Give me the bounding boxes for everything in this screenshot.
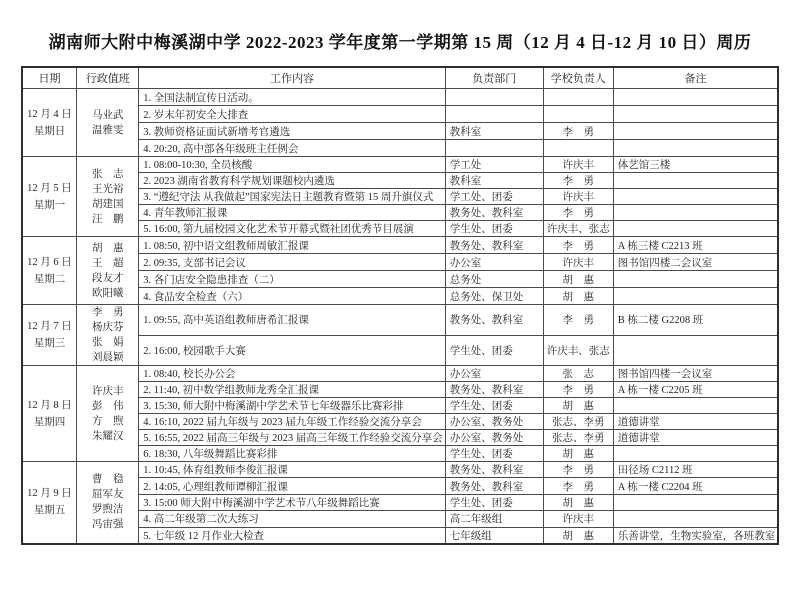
school-leader-cell: 张 志 bbox=[543, 366, 613, 382]
work-content-cell: 5. 16:55, 2022 届高三年级与 2023 届高三年级工作经验交流分享会 bbox=[139, 430, 446, 446]
col-header-school-leader: 学校负责人 bbox=[543, 67, 613, 89]
remarks-cell bbox=[613, 494, 778, 510]
department-cell: 学工处、团委 bbox=[445, 189, 543, 205]
table-row bbox=[22, 237, 779, 254]
date-cell bbox=[22, 157, 77, 237]
school-leader-cell bbox=[543, 89, 613, 106]
department-cell: 七年级组 bbox=[445, 527, 543, 544]
school-leader-cell bbox=[543, 106, 613, 123]
date-cell bbox=[22, 305, 77, 366]
work-content-cell: 1. 全国法制宣传日活动。 bbox=[139, 89, 446, 106]
work-content-cell: 5. 七年级 12 月作业大检查 bbox=[139, 527, 446, 544]
remarks-cell: 道德讲堂 bbox=[613, 414, 778, 430]
header-row bbox=[22, 67, 779, 89]
col-header-remarks: 备注 bbox=[613, 67, 778, 89]
weekly-schedule-table bbox=[21, 66, 780, 545]
remarks-cell: 图书馆四楼一会议室 bbox=[613, 366, 778, 382]
work-content-cell: 1. 10:45, 体育组教师李俊汇报课 bbox=[139, 462, 446, 478]
admin-name: 方 煦 bbox=[91, 415, 124, 427]
department-cell bbox=[445, 89, 543, 106]
date-cell bbox=[22, 237, 77, 305]
school-leader-cell: 许庆丰、张志 bbox=[543, 221, 613, 237]
department-cell bbox=[445, 140, 543, 157]
date-text: 12 月 9 日 bbox=[27, 488, 72, 500]
work-content-cell: 3. 15:30, 师大附中梅溪湖中学艺术节七年级器乐比赛彩排 bbox=[139, 398, 446, 414]
remarks-cell bbox=[613, 106, 778, 123]
remarks-cell: A 栋一楼 C2204 班 bbox=[613, 478, 778, 494]
work-content-cell: 6. 18:30, 八年级舞蹈比赛彩排 bbox=[139, 446, 446, 462]
department-cell: 总务处 bbox=[445, 271, 543, 288]
work-content-cell: 1. 08:50, 初中语文组教师周敏汇报课 bbox=[139, 237, 446, 254]
weekday-text: 星期四 bbox=[33, 416, 66, 428]
school-leader-cell: 李 勇 bbox=[543, 382, 613, 398]
school-leader-cell: 张志、李勇 bbox=[543, 430, 613, 446]
department-cell: 教科室 bbox=[445, 123, 543, 140]
remarks-cell bbox=[613, 173, 778, 189]
admin-name: 彭 伟 bbox=[91, 400, 124, 412]
admin-name: 刘晨颖 bbox=[91, 352, 124, 363]
admin-duty-cell bbox=[77, 89, 139, 157]
school-leader-cell: 李 勇 bbox=[543, 237, 613, 254]
admin-name: 欧阳曦 bbox=[91, 287, 124, 299]
table-row bbox=[22, 157, 779, 173]
admin-name: 曹 稳 bbox=[91, 474, 124, 486]
remarks-cell bbox=[613, 446, 778, 462]
admin-name: 王 超 bbox=[91, 257, 124, 269]
work-content-cell: 1. 08:40, 校长办公会 bbox=[139, 366, 446, 382]
department-cell: 学工处 bbox=[445, 157, 543, 173]
department-cell: 教务处、教科室 bbox=[445, 205, 543, 221]
admin-duty-cell bbox=[77, 366, 139, 462]
department-cell: 学生处、团委 bbox=[445, 398, 543, 414]
table-row bbox=[22, 305, 779, 336]
school-leader-cell: 胡 惠 bbox=[543, 271, 613, 288]
school-leader-cell: 李 勇 bbox=[543, 173, 613, 189]
remarks-cell bbox=[613, 271, 778, 288]
weekday-text: 星期二 bbox=[33, 273, 66, 285]
admin-duty-cell bbox=[77, 305, 139, 366]
school-leader-cell: 许庆丰、张志 bbox=[543, 335, 613, 366]
remarks-cell bbox=[613, 335, 778, 366]
department-cell: 学生处、团委 bbox=[445, 335, 543, 366]
date-text: 12 月 4 日 bbox=[27, 108, 72, 120]
page-title: 湖南师大附中梅溪湖中学 2022-2023 学年度第一学期第 15 周（12 月 4 日-12 月 10 日）周历 bbox=[48, 33, 752, 52]
admin-name: 胡 惠 bbox=[91, 242, 124, 254]
admin-name: 王光裕 bbox=[91, 183, 124, 195]
school-leader-cell: 李 勇 bbox=[543, 462, 613, 478]
date-text: 12 月 7 日 bbox=[27, 321, 72, 332]
admin-duty-cell bbox=[77, 157, 139, 237]
admin-name: 汪 鹏 bbox=[91, 213, 124, 225]
work-content-cell: 1. 09:55, 高中英语组教师唐希汇报课 bbox=[139, 305, 446, 336]
work-content-cell: 4. 高二年级第二次大练习 bbox=[139, 511, 446, 527]
remarks-cell: 乐善讲堂，生物实验室，各班教室 bbox=[613, 527, 778, 544]
school-leader-cell: 胡 惠 bbox=[543, 398, 613, 414]
work-content-cell: 3. 各门店安全隐患排查（二） bbox=[139, 271, 446, 288]
remarks-cell bbox=[613, 221, 778, 237]
department-cell: 办公室、教务处 bbox=[445, 430, 543, 446]
work-content-cell: 2. 16:00, 校园歌手大赛 bbox=[139, 335, 446, 366]
admin-name: 张 娟 bbox=[91, 337, 124, 348]
remarks-cell: 田径场 C2112 班 bbox=[613, 462, 778, 478]
col-header-date: 日期 bbox=[22, 67, 77, 89]
admin-duty-cell bbox=[77, 462, 139, 544]
department-cell: 教务处、教科室 bbox=[445, 382, 543, 398]
remarks-cell bbox=[613, 140, 778, 157]
department-cell: 办公室 bbox=[445, 366, 543, 382]
department-cell: 教科室 bbox=[445, 173, 543, 189]
schedule-body bbox=[22, 89, 779, 544]
remarks-cell bbox=[613, 205, 778, 221]
admin-name: 罗煦洁 bbox=[91, 504, 124, 516]
weekday-text: 星期三 bbox=[33, 338, 66, 349]
weekday-text: 星期日 bbox=[33, 125, 66, 137]
remarks-cell: 道德讲堂 bbox=[613, 430, 778, 446]
work-content-cell: 3. 15:00 师大附中梅溪湖中学艺术节八年级舞蹈比赛 bbox=[139, 494, 446, 510]
admin-name: 胡建国 bbox=[91, 198, 124, 210]
work-content-cell: 3. “遵纪守法 从我做起”国家宪法日主题教育暨第 15 周升旗仪式 bbox=[139, 189, 446, 205]
department-cell: 教务处、教科室 bbox=[445, 478, 543, 494]
admin-name: 张 志 bbox=[91, 168, 124, 180]
remarks-cell: 图书馆四楼二会议室 bbox=[613, 254, 778, 271]
admin-name: 李 勇 bbox=[91, 307, 124, 318]
school-leader-cell: 李 勇 bbox=[543, 123, 613, 140]
date-text: 12 月 8 日 bbox=[27, 399, 72, 411]
remarks-cell: A 栋三楼 C2213 班 bbox=[613, 237, 778, 254]
school-leader-cell: 胡 惠 bbox=[543, 494, 613, 510]
work-content-cell: 2. 岁末年初安全大排查 bbox=[139, 106, 446, 123]
school-leader-cell: 胡 惠 bbox=[543, 527, 613, 544]
department-cell: 学生处、团委 bbox=[445, 221, 543, 237]
school-leader-cell: 许庆丰 bbox=[543, 511, 613, 527]
department-cell bbox=[445, 106, 543, 123]
admin-name: 段友才 bbox=[91, 272, 124, 284]
col-header-department: 负责部门 bbox=[445, 67, 543, 89]
work-content-cell: 2. 11:40, 初中数学组教师龙秀全汇报课 bbox=[139, 382, 446, 398]
table-row bbox=[22, 89, 779, 106]
admin-duty-cell bbox=[77, 237, 139, 305]
date-cell bbox=[22, 462, 77, 544]
department-cell: 学生处、团委 bbox=[445, 494, 543, 510]
school-leader-cell: 许庆丰 bbox=[543, 157, 613, 173]
department-cell: 总务处、保卫处 bbox=[445, 288, 543, 305]
remarks-cell: 体艺馆三楼 bbox=[613, 157, 778, 173]
table-row bbox=[22, 366, 779, 382]
remarks-cell bbox=[613, 89, 778, 106]
department-cell: 办公室、教务处 bbox=[445, 414, 543, 430]
work-content-cell: 5. 16:00, 第九届校园文化艺术节开幕式暨社团优秀节目展演 bbox=[139, 221, 446, 237]
remarks-cell bbox=[613, 288, 778, 305]
school-leader-cell: 李 勇 bbox=[543, 478, 613, 494]
col-header-work-content: 工作内容 bbox=[139, 67, 446, 89]
department-cell: 学生处、团委 bbox=[445, 446, 543, 462]
work-content-cell: 4. 20:20, 高中部各年级班主任例会 bbox=[139, 140, 446, 157]
remarks-cell bbox=[613, 189, 778, 205]
date-cell bbox=[22, 366, 77, 462]
table-row bbox=[22, 462, 779, 478]
school-leader-cell: 胡 惠 bbox=[543, 446, 613, 462]
department-cell: 教务处、教科室 bbox=[445, 305, 543, 336]
work-content-cell: 2. 14:05, 心理组教师谭柳汇报课 bbox=[139, 478, 446, 494]
school-leader-cell bbox=[543, 140, 613, 157]
work-content-cell: 4. 食品安全检查（六） bbox=[139, 288, 446, 305]
school-leader-cell: 张志、李勇 bbox=[543, 414, 613, 430]
weekday-text: 星期一 bbox=[33, 199, 66, 211]
remarks-cell bbox=[613, 398, 778, 414]
admin-name: 马业武 bbox=[91, 109, 124, 121]
date-text: 12 月 6 日 bbox=[27, 256, 72, 268]
school-leader-cell: 许庆丰 bbox=[543, 254, 613, 271]
admin-name: 杨庆芬 bbox=[91, 322, 124, 333]
department-cell: 教务处、教科室 bbox=[445, 462, 543, 478]
school-leader-cell: 李 勇 bbox=[543, 305, 613, 336]
remarks-cell: B 栋二楼 G2208 班 bbox=[613, 305, 778, 336]
work-content-cell: 1. 08:00-10:30, 全员核酸 bbox=[139, 157, 446, 173]
work-content-cell: 4. 青年教师汇报课 bbox=[139, 205, 446, 221]
admin-name: 冯宙强 bbox=[91, 519, 124, 531]
date-text: 12 月 5 日 bbox=[27, 182, 72, 194]
school-leader-cell: 胡 惠 bbox=[543, 288, 613, 305]
school-leader-cell: 许庆丰 bbox=[543, 189, 613, 205]
weekday-text: 星期五 bbox=[33, 505, 66, 517]
remarks-cell: A 栋一楼 C2205 班 bbox=[613, 382, 778, 398]
work-content-cell: 3. 教师资格证面试新增考官遴选 bbox=[139, 123, 446, 140]
date-cell bbox=[22, 89, 77, 157]
remarks-cell bbox=[613, 511, 778, 527]
admin-name: 许庆丰 bbox=[91, 385, 124, 397]
department-cell: 教务处、教科室 bbox=[445, 237, 543, 254]
admin-name: 温雅雯 bbox=[91, 124, 124, 136]
remarks-cell bbox=[613, 123, 778, 140]
admin-name: 朱耀汉 bbox=[91, 430, 124, 442]
col-header-admin-duty: 行政值班 bbox=[77, 67, 139, 89]
work-content-cell: 2. 09:35, 支部书记会议 bbox=[139, 254, 446, 271]
department-cell: 高二年级组 bbox=[445, 511, 543, 527]
work-content-cell: 4. 16:10, 2022 届九年级与 2023 届九年级工作经验交流分享会 bbox=[139, 414, 446, 430]
school-leader-cell: 李 勇 bbox=[543, 205, 613, 221]
department-cell: 办公室 bbox=[445, 254, 543, 271]
admin-name: 屈军友 bbox=[91, 489, 124, 501]
work-content-cell: 2. 2023 湖南省教育科学规划课题校内遴选 bbox=[139, 173, 446, 189]
